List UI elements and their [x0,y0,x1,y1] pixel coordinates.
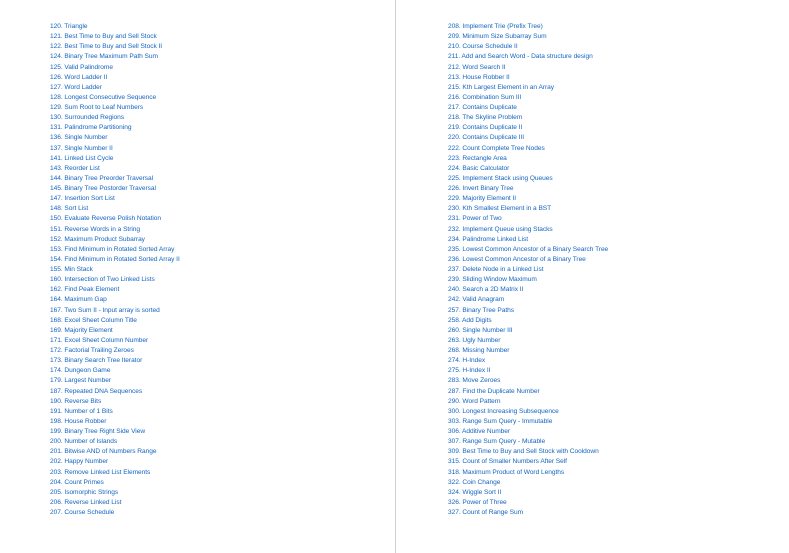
toc-entry[interactable]: 236. Lowest Common Ancestor of a Binary Tree [448,255,586,263]
left-toc-list [50,22,180,518]
toc-entry[interactable]: 172. Factorial Trailing Zeroes [50,347,134,354]
toc-entry[interactable]: 242. Valid Anagram [448,296,505,304]
toc-entry[interactable]: 168. Excel Sheet Column Title [50,316,137,324]
toc-entry[interactable]: 217. Contains Duplicate [448,104,517,111]
toc-entry[interactable]: 155. Min Stack [50,266,93,273]
toc-entry[interactable]: 191. Number of 1 Bits [50,407,113,415]
toc-entry[interactable]: 179. Largest Number [50,377,111,385]
toc-entry[interactable]: 230. Kth Smallest Element in a BST [448,205,552,213]
toc-entry[interactable]: 290. Word Pattern [448,397,501,405]
toc-entry[interactable]: 137. Single Number II [50,144,113,152]
toc-entry[interactable]: 128. Longest Consecutive Sequence [50,93,157,101]
toc-entry[interactable]: 129. Sum Root to Leaf Numbers [50,104,144,111]
toc-entry[interactable]: 327. Count of Range Sum [448,509,524,516]
toc-entry[interactable]: 152. Maximum Product Subarray [50,235,145,243]
toc-entry[interactable]: 143. Reorder List [50,164,100,172]
toc-entry[interactable]: 300. Longest Increasing Subsequence [448,407,559,415]
toc-entry[interactable]: 215. Kth Largest Element in an Array [448,83,554,91]
toc-entry[interactable]: 211. Add and Search Word - Data structure design [448,53,593,61]
toc-entry[interactable]: 203. Remove Linked List Elements [50,468,151,476]
toc-entry[interactable]: 205. Isomorphic Strings [50,488,119,496]
toc-entry[interactable]: 121. Best Time to Buy and Sell Stock [50,33,157,41]
toc-entry[interactable]: 223. Rectangle Area [448,154,507,162]
toc-entry[interactable]: 263. Ugly Number [448,336,501,344]
toc-entry[interactable]: 206. Reverse Linked List [50,498,122,506]
toc-entry[interactable]: 318. Maximum Product of Word Lengths [448,468,565,476]
toc-entry[interactable]: 202. Happy Number [50,458,109,466]
toc-entry[interactable]: 275. H-Index II [448,367,491,375]
toc-entry[interactable]: 141. Linked List Cycle [50,154,114,162]
toc-entry[interactable]: 154. Find Minimum in Rotated Sorted Array II [50,255,180,263]
toc-entry[interactable]: 144. Binary Tree Preorder Traversal [50,174,154,182]
toc-entry[interactable]: 260. Single Number III [448,326,513,334]
toc-entry[interactable]: 303. Range Sum Query - Immutable [448,417,553,425]
toc-entry[interactable]: 309. Best Time to Buy and Sell Stock with Cooldown [448,448,599,456]
toc-entry[interactable]: 257. Binary Tree Paths [448,306,514,314]
toc-entry[interactable]: 235. Lowest Common Ancestor of a Binary Search Tree [448,245,609,253]
toc-entry[interactable]: 131. Palindrome Partitioning [50,124,132,132]
toc-entry[interactable]: 162. Find Peak Element [50,286,120,294]
toc-entry[interactable]: 283. Move Zeroes [448,377,501,385]
toc-entry[interactable]: 126. Word Ladder II [50,73,108,81]
toc-entry[interactable]: 287. Find the Duplicate Number [448,387,540,395]
toc-entry[interactable]: 209. Minimum Size Subarray Sum [448,33,547,41]
toc-entry[interactable]: 324. Wiggle Sort II [448,488,502,496]
toc-entry[interactable]: 127. Word Ladder [50,83,102,91]
toc-entry[interactable]: 234. Palindrome Linked List [448,235,529,243]
toc-entry[interactable]: 190. Reverse Bits [50,397,102,405]
toc-entry[interactable]: 225. Implement Stack using Queues [448,174,553,182]
toc-entry[interactable]: 240. Search a 2D Matrix II [448,286,524,294]
toc-entry[interactable]: 150. Evaluate Reverse Polish Notation [50,215,162,223]
toc-entry[interactable]: 229. Majority Element II [448,195,517,203]
toc-entry[interactable]: 207. Course Schedule [50,509,115,516]
toc-entry[interactable]: 145. Binary Tree Postorder Traversal [50,185,156,192]
toc-entry[interactable]: 326. Power of Three [448,498,507,506]
toc-entry[interactable]: 274. H-Index [448,357,486,365]
toc-entry[interactable]: 200. Number of Islands [50,438,118,446]
toc-entry[interactable]: 164. Maximum Gap [50,296,107,304]
toc-entry[interactable]: 187. Repeated DNA Sequences [50,387,143,395]
toc-entry[interactable]: 208. Implement Trie (Prefix Tree) [448,23,543,30]
toc-entry[interactable]: 147. Insertion Sort List [50,195,115,203]
toc-entry[interactable]: 222. Count Complete Tree Nodes [448,144,545,152]
toc-entry[interactable]: 307. Range Sum Query - Mutable [448,438,546,446]
toc-entry[interactable]: 167. Two Sum II - Input array is sorted [50,306,160,314]
toc-entry[interactable]: 136. Single Number [50,134,108,142]
toc-entry[interactable]: 151. Reverse Words in a String [50,225,141,233]
toc-entry[interactable]: 212. Word Search II [448,63,506,71]
toc-entry[interactable]: 171. Excel Sheet Column Number [50,336,149,344]
toc-entry[interactable]: 174. Dungeon Game [50,367,111,375]
toc-entry[interactable]: 210. Course Schedule II [448,43,518,51]
toc-entry[interactable]: 219. Contains Duplicate II [448,124,523,132]
toc-entry[interactable]: 201. Bitwise AND of Numbers Range [50,448,157,456]
toc-entry[interactable]: 213. House Robber II [448,73,510,81]
toc-entry[interactable]: 124. Binary Tree Maximum Path Sum [50,53,158,61]
toc-entry[interactable]: 160. Intersection of Two Linked Lists [50,276,155,284]
toc-entry[interactable]: 125. Valid Palindrome [50,63,113,71]
toc-entry[interactable]: 148. Sort List [50,205,89,213]
toc-entry[interactable]: 306. Additive Number [448,428,511,435]
toc-entry[interactable]: 226. Invert Binary Tree [448,185,514,192]
toc-entry[interactable]: 224. Basic Calculator [448,164,510,172]
toc-entry[interactable]: 237. Delete Node in a Linked List [448,266,544,273]
toc-entry[interactable]: 322. Coin Change [448,478,501,486]
toc-entry[interactable]: 130. Surrounded Regions [50,114,124,122]
toc-entry[interactable]: 204. Count Primes [50,478,104,486]
toc-entry[interactable]: 232. Implement Queue using Stacks [448,225,553,233]
toc-entry[interactable]: 239. Sliding Window Maximum [448,276,537,284]
toc-entry[interactable]: 199. Binary Tree Right Side View [50,428,146,435]
toc-entry[interactable]: 315. Count of Smaller Numbers After Self [448,458,567,466]
toc-entry[interactable]: 231. Power of Two [448,215,502,223]
toc-entry[interactable]: 216. Combination Sum III [448,93,522,101]
toc-entry[interactable]: 258. Add Digits [448,316,492,324]
toc-entry[interactable]: 120. Triangle [50,23,88,30]
right-page [396,0,789,553]
toc-entry[interactable]: 268. Missing Number [448,347,510,354]
toc-entry[interactable]: 198. House Robber [50,417,107,425]
toc-entry[interactable]: 218. The Skyline Problem [448,114,523,122]
toc-entry[interactable]: 169. Majority Element [50,326,113,334]
toc-entry[interactable]: 220. Contains Duplicate III [448,134,524,142]
toc-entry[interactable]: 153. Find Minimum in Rotated Sorted Array [50,245,175,253]
toc-entry[interactable]: 122. Best Time to Buy and Sell Stock II [50,43,163,51]
toc-entry[interactable]: 173. Binary Search Tree Iterator [50,357,143,365]
right-toc-list [448,22,608,518]
